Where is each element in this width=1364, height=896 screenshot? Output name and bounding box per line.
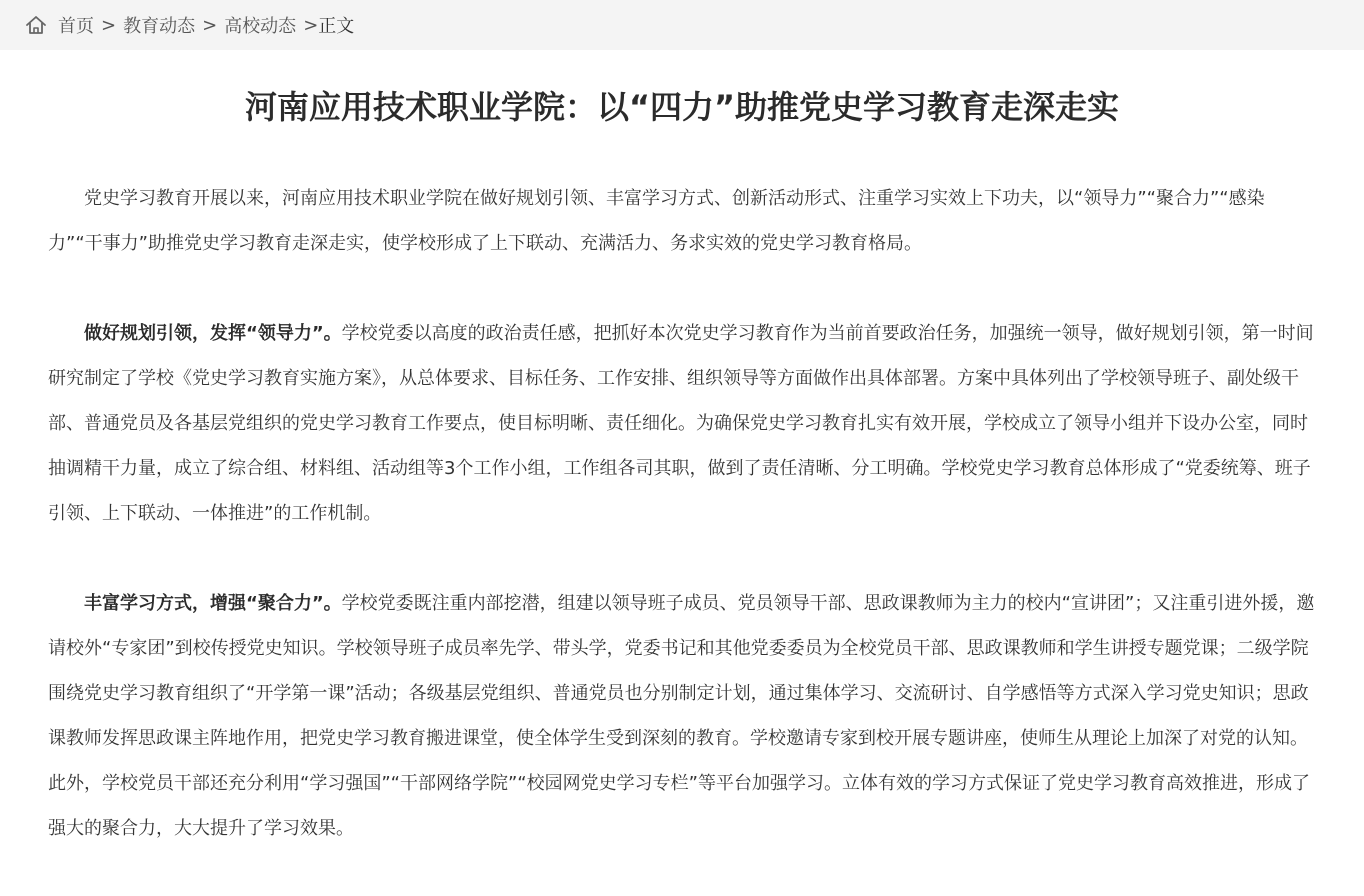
home-icon[interactable] <box>24 13 48 37</box>
section-heading: 做好规划引领，发挥“领导力”。 <box>84 323 342 344</box>
breadcrumb-current: 正文 <box>318 16 355 37</box>
intro-paragraph: 党史学习教育开展以来，河南应用技术职业学院在做好规划引领、丰富学习方式、创新活动形式、注重学习实效上下功夫，以“领导力”“聚合力”“感染力”“干事力”助推党史学习教育走深走实，使学校形成了上下联动、充满活力、务求实效的党史学习教育格局。 <box>48 188 1265 254</box>
section-heading: 丰富学习方式，增强“聚合力”。 <box>84 593 342 614</box>
section-paragraph <box>48 311 1318 536</box>
breadcrumb-education-news-link[interactable]: 教育动态 <box>123 16 196 37</box>
article-title: 河南应用技术职业学院：以“四力”助推党史学习教育走深走实 <box>244 88 1120 126</box>
breadcrumb-home-link[interactable]: 首页 <box>58 16 94 37</box>
section-body: 学校党委既注重内部挖潜，组建以领导班子成员、党员领导干部、思政课教师为主力的校内“宣讲团”；又注重引进外援，邀请校外“专家团”到校传授党史知识。学校领导班子成员率先学、带头学，党委书记和其他党委委员为全校党员干部、思政课教师和学生讲授专题党课；二级学院围绕党史学习教育组织了“开学第一课”活动；各级基层党组织、普通党员也分别制定计划，通过集体学习、交流研讨、自学感悟等方式深入学习党史知识；思政课教师发挥思政课主阵地作用，把党史学习教育搬进课堂，使全体学生受到深刻的教育。学校邀请专家到校开展专题讲座，使师生从理论上加深了对党的认知。此外，学校党员干部还充分利用“学习强国”“干部网络学院”“校园网党史学习专栏”等平台加强学习。立体有效的学习方式保证了党史学习教育高效推进，形成了强大的聚合力，大大提升了学习效果。 <box>48 593 1315 839</box>
breadcrumb-university-news-link[interactable]: 高校动态 <box>224 16 297 37</box>
breadcrumb-separator: > <box>101 14 117 36</box>
section-body: 学校党委以高度的政治责任感，把抓好本次党史学习教育作为当前首要政治任务，加强统一领导，做好规划引领，第一时间研究制定了学校《党史学习教育实施方案》，从总体要求、目标任务、工作安排、组织领导等方面做作出具体部署。方案中具体列出了学校领导班子、副处级干部、普通党员及各基层党组织的党史学习教育工作要点，使目标明晰、责任细化。为确保党史学习教育扎实有效开展，学校成立了领导小组并下设办公室，同时抽调精干力量，成立了综合组、材料组、活动组等3个工作小组，工作组各司其职，做到了责任清晰、分工明确。学校党史学习教育总体形成了“党委统筹、班子引领、上下联动、一体推进”的工作机制。 <box>48 323 1314 524</box>
breadcrumb-separator: > <box>303 14 319 36</box>
article-body <box>48 176 1318 896</box>
section-paragraph <box>48 581 1318 851</box>
breadcrumb-separator: > <box>202 14 218 36</box>
breadcrumb <box>0 0 1364 50</box>
